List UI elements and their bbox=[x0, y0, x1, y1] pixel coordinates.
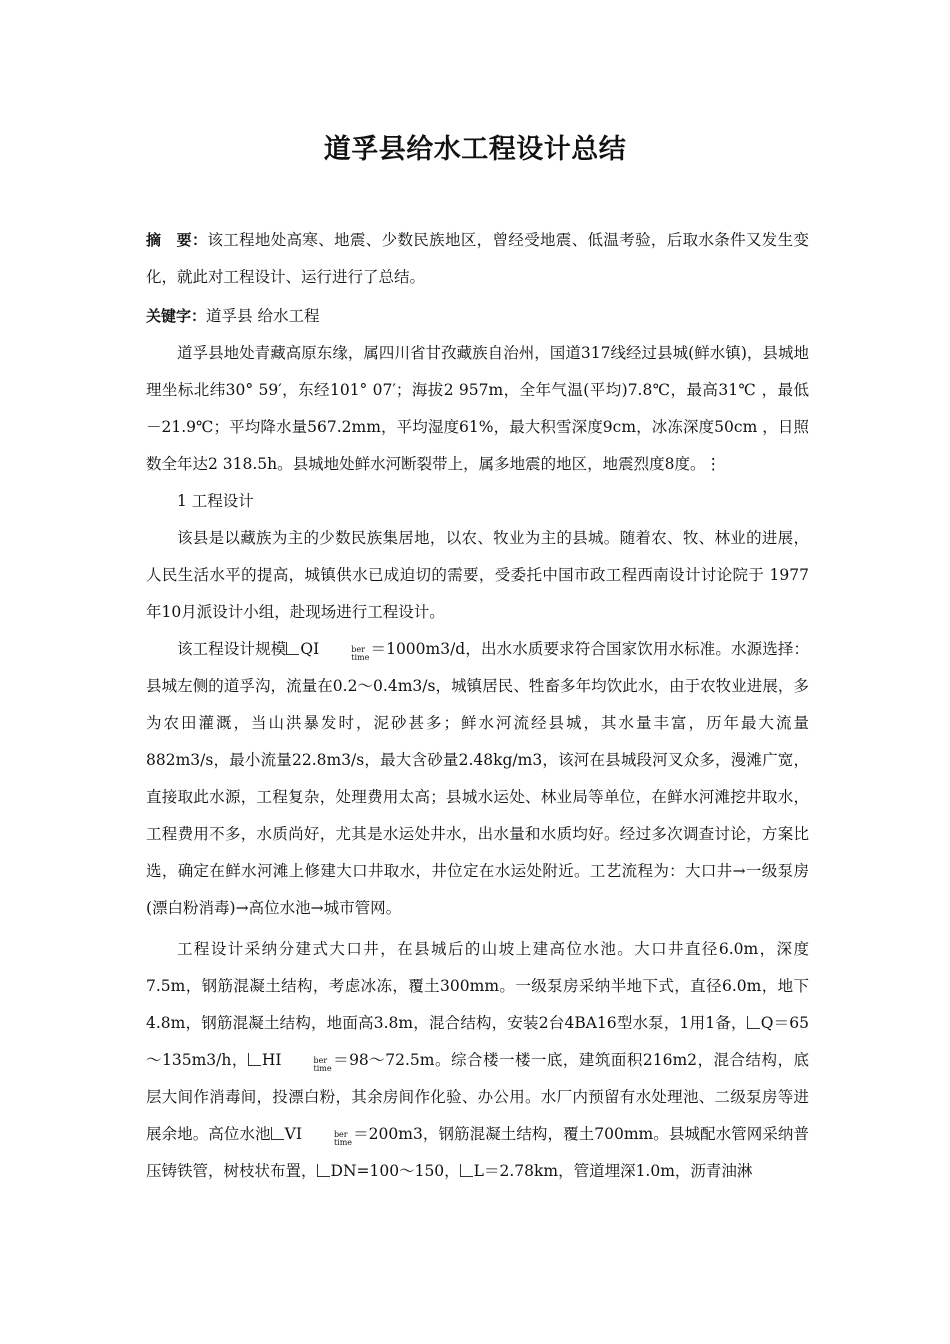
p4-subscript-prefix-1: I bbox=[275, 1051, 282, 1069]
p4-stack-1 bbox=[282, 1057, 331, 1073]
formula-mark-icon bbox=[460, 1164, 473, 1177]
p3-part-a: 该工程设计规模 bbox=[177, 640, 287, 658]
formula-mark-icon bbox=[271, 1127, 284, 1140]
document-body bbox=[146, 222, 809, 1190]
abstract-label: 摘 要： bbox=[146, 231, 208, 249]
p4-stack-1-top: ber bbox=[313, 1056, 328, 1065]
p3-stack-bottom: time bbox=[351, 653, 370, 662]
formula-mark-icon bbox=[317, 1164, 330, 1177]
p3-subscript-prefix: I bbox=[313, 640, 320, 658]
abstract-text: 该工程地处高寒、地震、少数民族地区，曾经受地震、低温考验，后取水条件又发生变化，就此对工程设计、运行进行了总结。 bbox=[146, 231, 809, 286]
p4-part-f: ＝200m3，钢筋混凝土结构，覆土700mm。县城配水管网采纳普压铸铁管，树枝状布置， bbox=[146, 1125, 809, 1180]
p4-part-a: 工程设计采纳分建式大口井，在县城后的山坡上建高位水池。大口井直径6.0m，深度7.5m，钢筋混凝土结构，考虑冰冻，覆土300mm。一级泵房采纳半地下式，直径6.0m，地下4.8m，钢筋混凝土结构，地面高3.8m，混合结构，安装2台4BA16型水泵，1用1备， bbox=[146, 940, 809, 1032]
paragraph-location: 道孚县地处青藏高原东缘，属四川省甘孜藏族自治州，国道317线经过县城(鲜水镇)，县城地理坐标北纬30° 59′，东经101° 07′；海拔2 957m，全年气温(平均)7.8℃，最高31℃ ，最低－21.9℃；平均降水量567.2mm，平均湿度61%，最大积雪深度9cm，冰冻深度50cm ，日照数全年达2 318.5h。县城地处鲜水河断裂带上，属多地震的地区，地震烈度8度。⋮ bbox=[146, 344, 809, 473]
p3-part-c: ＝1000m3/d，出水水质要求符合国家饮用水标准。水源选择：县城左侧的道孚沟，流量在0.2～0.4m3/s，城镇居民、牲畜多年均饮此水，由于农牧业进展，多为农田灌溉，当山洪暴发时，泥砂甚多；鲜水河流经县城，其水量丰富，历年最大流量882m3/s，最小流量22.8m3/s，最大含砂量2.48kg/m3，该河在县城段河叉众多，漫滩广宽，直接取此水源，工程复杂，处理费用太高；县城水运处、林业局等单位，在鲜水河滩挖井取水，工程费用不多，水质尚好，尤其是水运处井水，出水量和水质均好。经过多次调查讨论，方案比选，确定在鲜水河滩上修建大口井取水，井位定在水运处附近。工艺流程为：大口井→一级泵房(漂白粉消毒)→高位水池→城市管网。 bbox=[146, 640, 809, 917]
p4-part-b: Q＝65～135m3/h， bbox=[146, 1014, 810, 1069]
abstract-paragraph bbox=[146, 222, 809, 296]
p4-part-d: ＝98～72.5m。综合楼一楼一底，建筑面积216m2，混合结构，底层大间作消毒间，投漂白粉，其余房间作化验、办公用。水厂内预留有水处理池、二级泵房等进展余地。高位水池 bbox=[146, 1051, 809, 1143]
p4-stack-2 bbox=[303, 1131, 352, 1147]
p4-subscript-prefix-2: I bbox=[295, 1125, 302, 1143]
p3-part-b: Q bbox=[300, 640, 314, 658]
formula-mark-icon bbox=[248, 1053, 261, 1066]
p3-stack-top: ber bbox=[351, 645, 365, 654]
p3-stack bbox=[320, 646, 369, 662]
paragraph-background: 该县是以藏族为主的少数民族集居地，以农、牧业为主的县城。随着农、牧、林业的进展，人民生活水平的提高，城镇供水已成迫切的需要，受委托中国市政工程西南设计讨论院于 1977年10月派设计小组，赴现场进行工程设计。 bbox=[146, 529, 809, 621]
p4-part-c: H bbox=[261, 1051, 276, 1069]
p4-part-e: V bbox=[284, 1125, 296, 1143]
p4-stack-2-top: ber bbox=[333, 1130, 348, 1139]
keywords-paragraph bbox=[146, 298, 809, 335]
p4-stack-2-bottom: time bbox=[333, 1138, 353, 1147]
keywords-text: 道孚县 给水工程 bbox=[206, 307, 320, 325]
p4-stack-1-bottom: time bbox=[313, 1064, 332, 1073]
formula-mark-icon bbox=[286, 642, 299, 655]
formula-mark-icon bbox=[747, 1016, 760, 1029]
keywords-label: 关键字： bbox=[146, 307, 207, 325]
paragraph-source-selection bbox=[146, 631, 809, 927]
p4-part-g: DN=100～150， bbox=[330, 1162, 460, 1180]
section-heading-1: 1 工程设计 bbox=[177, 492, 254, 510]
document-title: 道孚县给水工程设计总结 bbox=[323, 134, 627, 165]
p4-part-h: L＝2.78km，管道埋深1.0m，沥青油淋 bbox=[473, 1162, 753, 1180]
paragraph-engineering-design bbox=[146, 931, 809, 1190]
